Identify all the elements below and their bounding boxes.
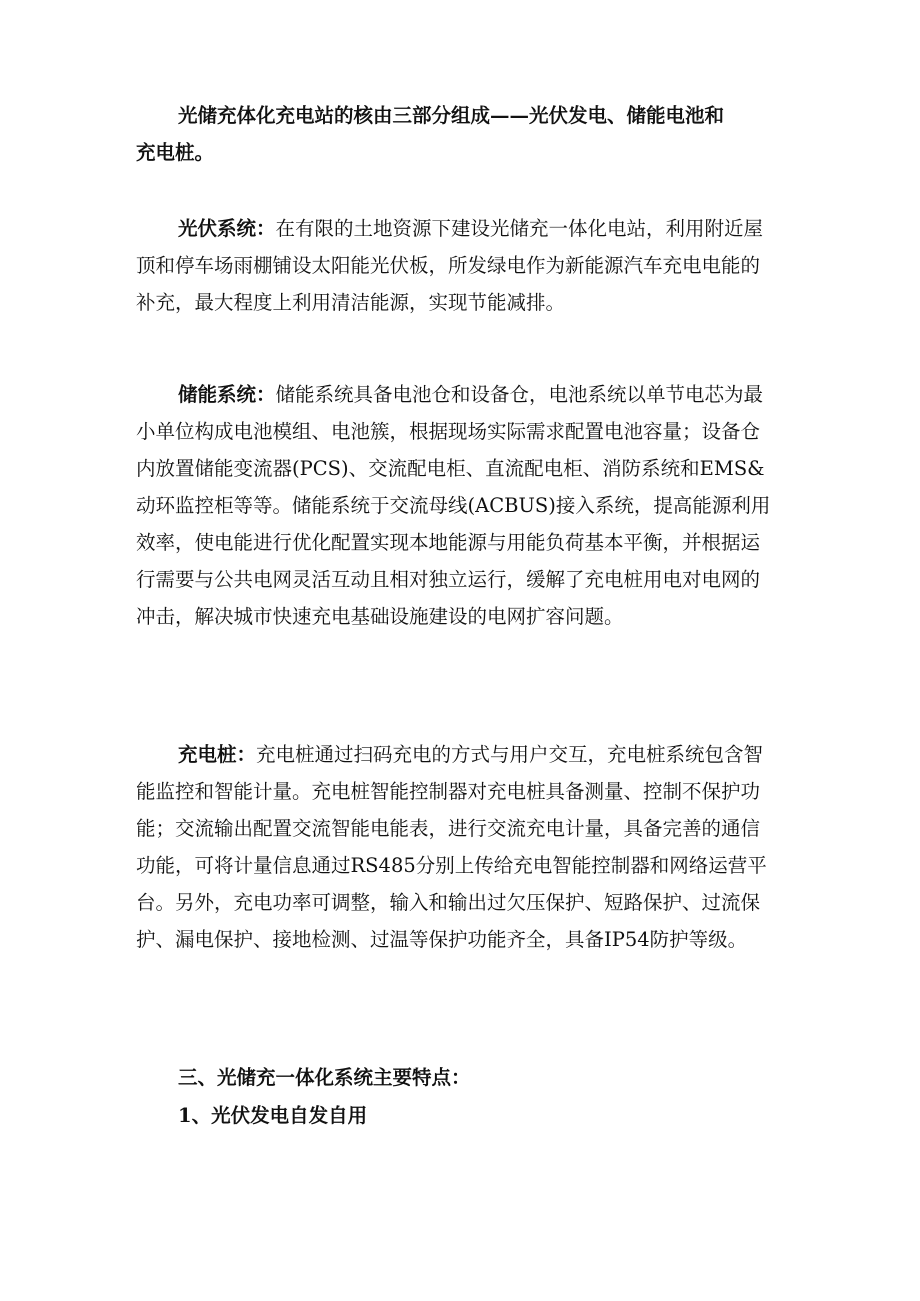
item1-heading: 1、光伏发电自发自用 (178, 1104, 368, 1127)
subsection-heading (136, 1097, 790, 1134)
storage-line (136, 376, 790, 413)
storage-line: 冲击，解决城市快速充电基础设施建设的电网扩容问题。 (136, 605, 624, 628)
storage-line: 小单位构成电池模组、电池簇，根据现场实际需求配置电池容量；设备仓 (136, 420, 761, 443)
storage-system-paragraph (136, 376, 790, 635)
intro-paragraph (136, 97, 790, 171)
storage-line: 效率，使电能进行优化配置实现本地能源与用能负荷基本平衡，并根据运 (136, 531, 761, 554)
charger-text: 充电桩通过扫码充电的方式与用户交互，充电桩系统包含智 (256, 743, 764, 766)
pv-system-paragraph (136, 210, 790, 321)
charger-line: 能监控和智能计量。充电桩智能控制器对充电桩具备测量、控制不保护功 (136, 780, 761, 803)
charger-label: 充电桩： (178, 743, 257, 766)
charger-line: 能；交流输出配置交流智能电能表，进行交流充电计量，具备完善的通信 (136, 817, 761, 840)
pv-line: 顶和停车场雨棚铺设太阳能光伏板，所发绿电作为新能源汽车充电电能的 (136, 254, 761, 277)
charger-line (136, 736, 790, 773)
pv-line (136, 210, 790, 247)
pv-text: 在有限的土地资源下建设光储充一体化电站，利用附近屋 (275, 217, 764, 240)
pv-line: 补充，最大程度上利用清洁能源，实现节能减排。 (136, 291, 566, 314)
charger-line: 功能，可将计量信息通过RS485分别上传给充电智能控制器和网络运营平 (136, 854, 767, 877)
storage-label: 储能系统： (178, 383, 276, 406)
section-heading (136, 1059, 790, 1096)
section3-heading: 三、光储充一体化系统主要特点： (178, 1066, 471, 1089)
charger-line: 护、漏电保护、接地检测、过温等保护功能齐全，具备IP54防护等级。 (136, 928, 748, 951)
storage-line: 行需要与公共电网灵活互动且相对独立运行，缓解了充电桩用电对电网的 (136, 568, 761, 591)
storage-text: 储能系统具备电池仓和设备仓，电池系统以单节电芯为最 (275, 383, 764, 406)
storage-line: 动环监控柜等等。储能系统于交流母线(ACBUS)接入系统，提高能源利用 (136, 494, 771, 517)
intro-line: 光储充体化充电站的核由三部分组成——光伏发电、储能电池和 (178, 104, 725, 127)
storage-line: 内放置储能变流器(PCS)、交流配电柜、直流配电柜、消防系统和EMS& (136, 457, 765, 480)
charger-paragraph (136, 736, 790, 958)
intro-line: 充电桩。 (136, 141, 215, 164)
pv-label: 光伏系统： (178, 217, 276, 240)
charger-line: 台。另外，充电功率可调整，输入和输出过欠压保护、短路保护、过流保 (136, 891, 761, 914)
